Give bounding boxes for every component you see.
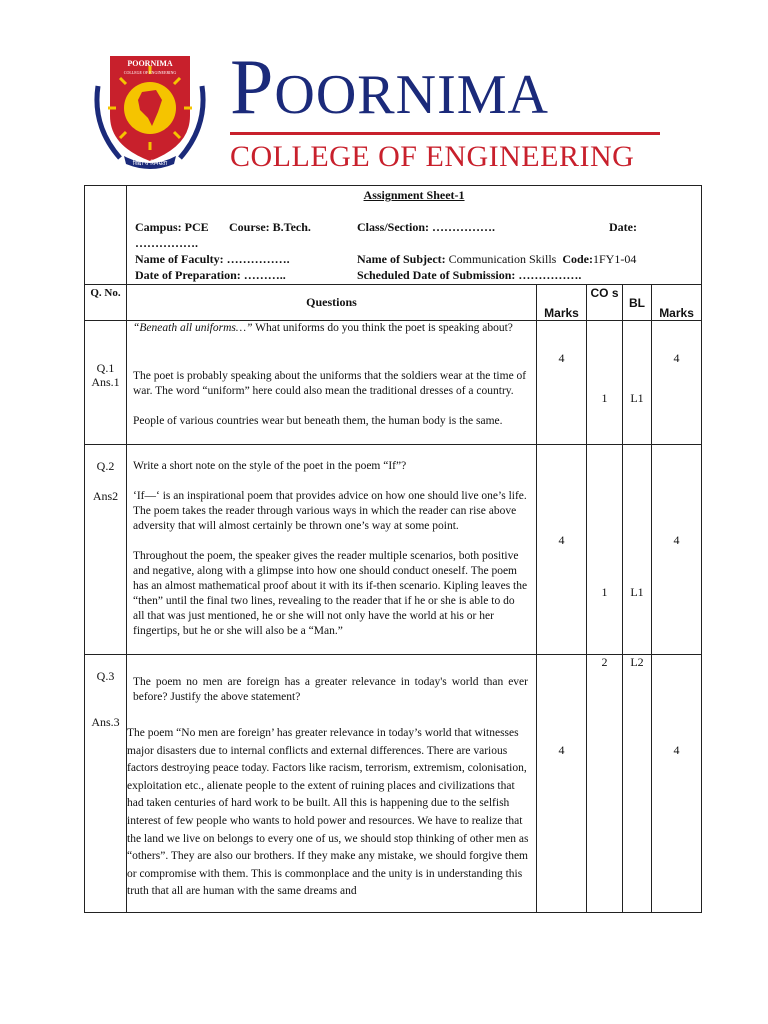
qno-cell (85, 445, 127, 655)
svg-text:POORNIMA: POORNIMA (127, 59, 173, 68)
code-value: 1FY1-04 (593, 252, 637, 266)
marks2-cell: 4 (652, 445, 702, 655)
subject-value: Communication Skills (448, 252, 557, 266)
college-header (90, 43, 665, 173)
question-row (85, 655, 702, 913)
question-cell (127, 655, 537, 913)
class-section-label: Class/Section: ……………. (357, 220, 495, 234)
faculty-label: Name of Faculty: ……………. (135, 252, 290, 266)
brand-name: POORNIMA (230, 43, 549, 130)
co-cell: 2 (587, 655, 623, 913)
question-number: Q.1 (96, 361, 115, 375)
answer-number: Ans.3 (91, 715, 120, 729)
course-label: Course: B.Tech. (229, 220, 311, 234)
subject-line (357, 252, 636, 267)
question-number: Q.2 (96, 459, 115, 473)
question-text: The poem no men are foreign has a greater relevance in today's world than ever before? Justify the above statement? (133, 676, 528, 703)
date-value: ……………. (135, 236, 198, 250)
answer-para: The poet is probably speaking about the uniforms that the soldiers wear at the time of war. The word “uniform” here could also mean the traditional dresses of a country. (133, 370, 527, 397)
bl-cell: L1 (623, 445, 652, 655)
bl-cell: L1 (623, 321, 652, 445)
marks2-header: Marks (652, 285, 702, 321)
question-text: “Beneath all uniforms…” What uniforms do you think the poet is speaking about? (133, 322, 513, 334)
question-row (85, 445, 702, 655)
marks-cell: 4 (537, 445, 587, 655)
bl-header: BL (623, 285, 652, 321)
qno-header: Q. No. (85, 285, 127, 321)
marks2-cell: 4 (652, 655, 702, 913)
question-cell (127, 445, 537, 655)
question-row (85, 321, 702, 445)
questions-header: Questions (127, 285, 537, 321)
sheet-header (127, 186, 702, 285)
preparation-label: Date of Preparation: ……….. (135, 268, 286, 282)
answer-para: ‘If—‘ is an inspirational poem that provides advice on how one should live one’s life. The poem takes the reader through various ways in which the reader can rise above adversity that will almost certainly be thrown one’s way at some point. (133, 490, 527, 532)
question-number: Q.3 (96, 669, 115, 683)
answer-para: People of various countries wear but beneath them, the human body is the same. (133, 415, 503, 427)
cos-header: CO s (587, 285, 623, 321)
marks-cell: 4 (537, 655, 587, 913)
campus-label: Campus: PCE (135, 220, 209, 234)
question-text: Write a short note on the style of the poet in the poem “If”? (133, 460, 407, 472)
subject-label: Name of Subject: (357, 252, 446, 266)
qno-cell (85, 321, 127, 445)
brand-rule (230, 132, 660, 135)
code-label: Code: (562, 252, 593, 266)
answer-para: The poem “No men are foreign’ has greater relevance in today’s world that witnesses major disasters due to internal conflicts and external differences. There are various factors destroying peace today. Factors like racism, terrorism, extremism, colonisation, exploitation etc., alienate people to the extent of ruining places and civilizations that had taken centuries of hard work to be built. All this is happening due to the selfish interest of few people who wants to hold power and resources. We have to realize that the land we live on belongs to every one of us, we should stop thinking of other men as “others”. They are also our brothers. If they make any mistake, we should forgive them or compromise with them. This is commonplace and the unity is in understanding this truth that all are human with the same dreams and (127, 727, 529, 898)
question-cell (127, 321, 537, 445)
header-blank-cell (85, 186, 127, 285)
marks-header: Marks (537, 285, 587, 321)
brand-subtitle: COLLEGE OF ENGINEERING (230, 140, 635, 173)
marks2-cell: 4 (652, 321, 702, 445)
bl-cell: L2 (623, 655, 652, 913)
co-cell: 1 (587, 321, 623, 445)
svg-text:विद्या व विनम्रता: विद्या व विनम्रता (132, 160, 168, 167)
date-label: Date: (609, 220, 637, 234)
answer-para: Throughout the poem, the speaker gives the reader multiple scenarios, both positive and negative, along with a glimpse into how one should conduct oneself. The poem has an almost mathematical proof about it with its if-then scenario. Kipling leaves the “then” until the final two lines, revealing to the reader that if he or she is able to do all that was just mentioned, he or she will not only have the world at his or her fingertips, but he or she will also be a “Man.” (133, 550, 528, 637)
co-cell: 1 (587, 445, 623, 655)
qno-cell (85, 655, 127, 913)
sheet-title: Assignment Sheet-1 (363, 188, 465, 202)
answer-number: Ans.1 (91, 375, 120, 389)
svg-text:COLLEGE OF ENGINEERING: COLLEGE OF ENGINEERING (123, 70, 177, 75)
marks-cell: 4 (537, 321, 587, 445)
assignment-table (84, 185, 702, 913)
college-logo (90, 46, 210, 171)
submission-label: Scheduled Date of Submission: ……………. (357, 268, 582, 282)
answer-number: Ans2 (92, 489, 119, 503)
